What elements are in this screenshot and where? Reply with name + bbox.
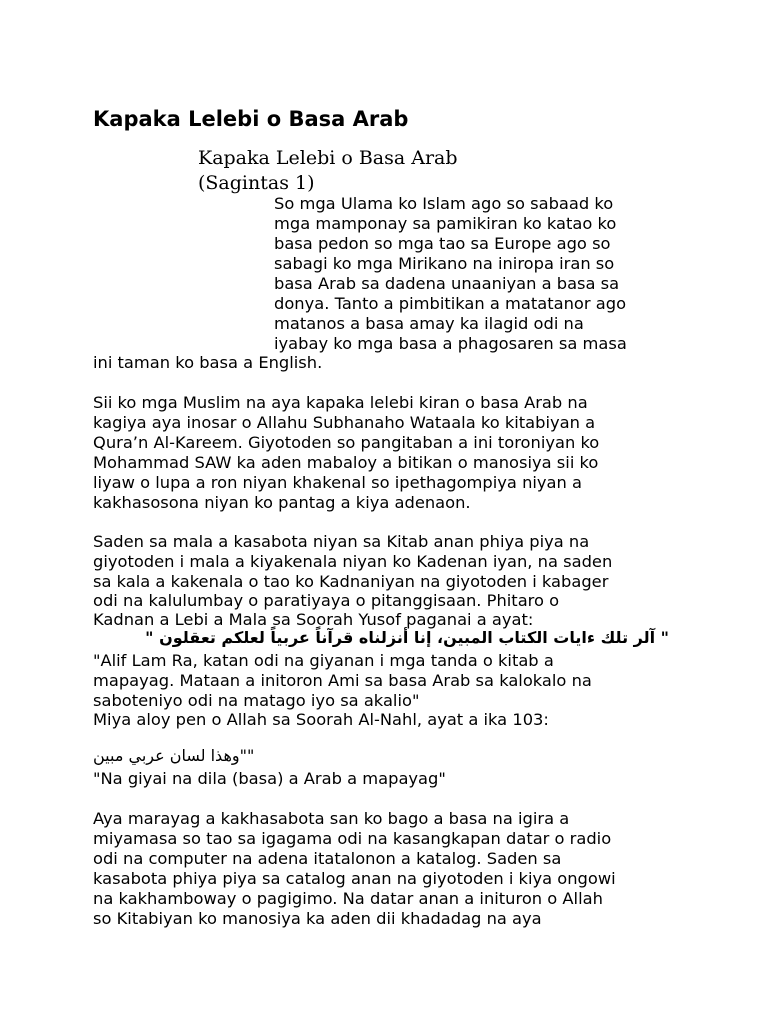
text-line: liyaw o lupa a ron niyan khakenal so ipethagompiya niyan a — [93, 473, 582, 492]
text-line: iyabay ko mga basa a phagosaren sa masa — [274, 334, 627, 353]
arabic-phrase: ""وهذا لسان عربي مبين — [93, 746, 255, 765]
text-line: kakhasosona niyan ko pantag a kiya adenaon. — [93, 493, 471, 512]
text-line: kagiya aya inosar o Allahu Subhanaho Wataala ko kitabiyan a — [93, 413, 596, 432]
text-line: sabagi ko mga Mirikano na iniropa iran so — [274, 254, 615, 273]
text-line: ini taman ko basa a English. — [93, 353, 323, 372]
text-line: so Kitabiyan ko manosiya ka aden dii khadadag na aya — [93, 909, 542, 928]
text-line: sa kala a kakenala o tao ko Kadnaniyan na giyotoden i kabager — [93, 572, 609, 591]
text-line: Kadnan a Lebi a Mala sa Soorah Yusof paganai a ayat: — [93, 610, 534, 629]
text-line: matanos a basa amay ka ilagid odi na — [274, 314, 584, 333]
text-line: Miya aloy pen o Allah sa Soorah Al-Nahl, ayat a ika 103: — [93, 710, 549, 729]
text-line: basa pedon so mga tao sa Europe ago so — [274, 234, 611, 253]
text-line: mapayag. Mataan a initoron Ami sa basa Arab sa kalokalo na — [93, 671, 592, 690]
text-line: Saden sa mala a kasabota niyan sa Kitab anan phiya piya na — [93, 532, 590, 551]
text-line: Sii ko mga Muslim na aya kapaka lelebi kiran o basa Arab na — [93, 393, 588, 412]
subtitle: Kapaka Lelebi o Basa Arab — [198, 147, 458, 169]
text-line: odi na kalulumbay o paratiyaya o pitanggisaan. Phitaro o — [93, 591, 560, 610]
text-line: Qura’n Al-Kareem. Giyotoden so pangitaban a ini toroniyan ko — [93, 433, 600, 452]
text-line: giyotoden i mala a kiyakenala niyan ko Kadenan iyan, na saden — [93, 552, 613, 571]
document-title: Kapaka Lelebi o Basa Arab — [93, 107, 409, 131]
text-line: "Alif Lam Ra, katan odi na giyanan i mga tanda o kitab a — [93, 651, 554, 670]
text-line: na kakhamboway o pagigimo. Na datar anan a inituron o Allah — [93, 889, 603, 908]
text-line: donya. Tanto a pimbitikan a matatanor ago — [274, 294, 627, 313]
text-line: Aya marayag a kakhasabota san ko bago a basa na igira a — [93, 809, 570, 828]
text-line: Mohammad SAW ka aden mabaloy a bitikan o manosiya sii ko — [93, 453, 599, 472]
arabic-verse: " آلر تلك ءايات الكتاب المبين، إنا أنزلناه قرآناً عربياً لعلكم تعقلون " — [145, 628, 669, 647]
text-line: So mga Ulama ko Islam ago so sabaad ko — [274, 194, 614, 213]
text-line: kasabota phiya piya sa catalog anan na giyotoden i kiya ongowi — [93, 869, 616, 888]
text-line: odi na computer na adena itatalonon a katalog. Saden sa — [93, 849, 562, 868]
text-line: mga mamponay sa pamikiran ko katao ko — [274, 214, 617, 233]
text-line: saboteniyo odi na matago iyo sa akalio" — [93, 691, 420, 710]
text-line: "Na giyai na dila (basa) a Arab a mapayag" — [93, 769, 446, 788]
text-line: basa Arab sa dadena unaaniyan a basa sa — [274, 274, 620, 293]
text-line: miyamasa so tao sa igagama odi na kasangkapan datar o radio — [93, 829, 612, 848]
part-label: (Sagintas 1) — [198, 172, 315, 194]
